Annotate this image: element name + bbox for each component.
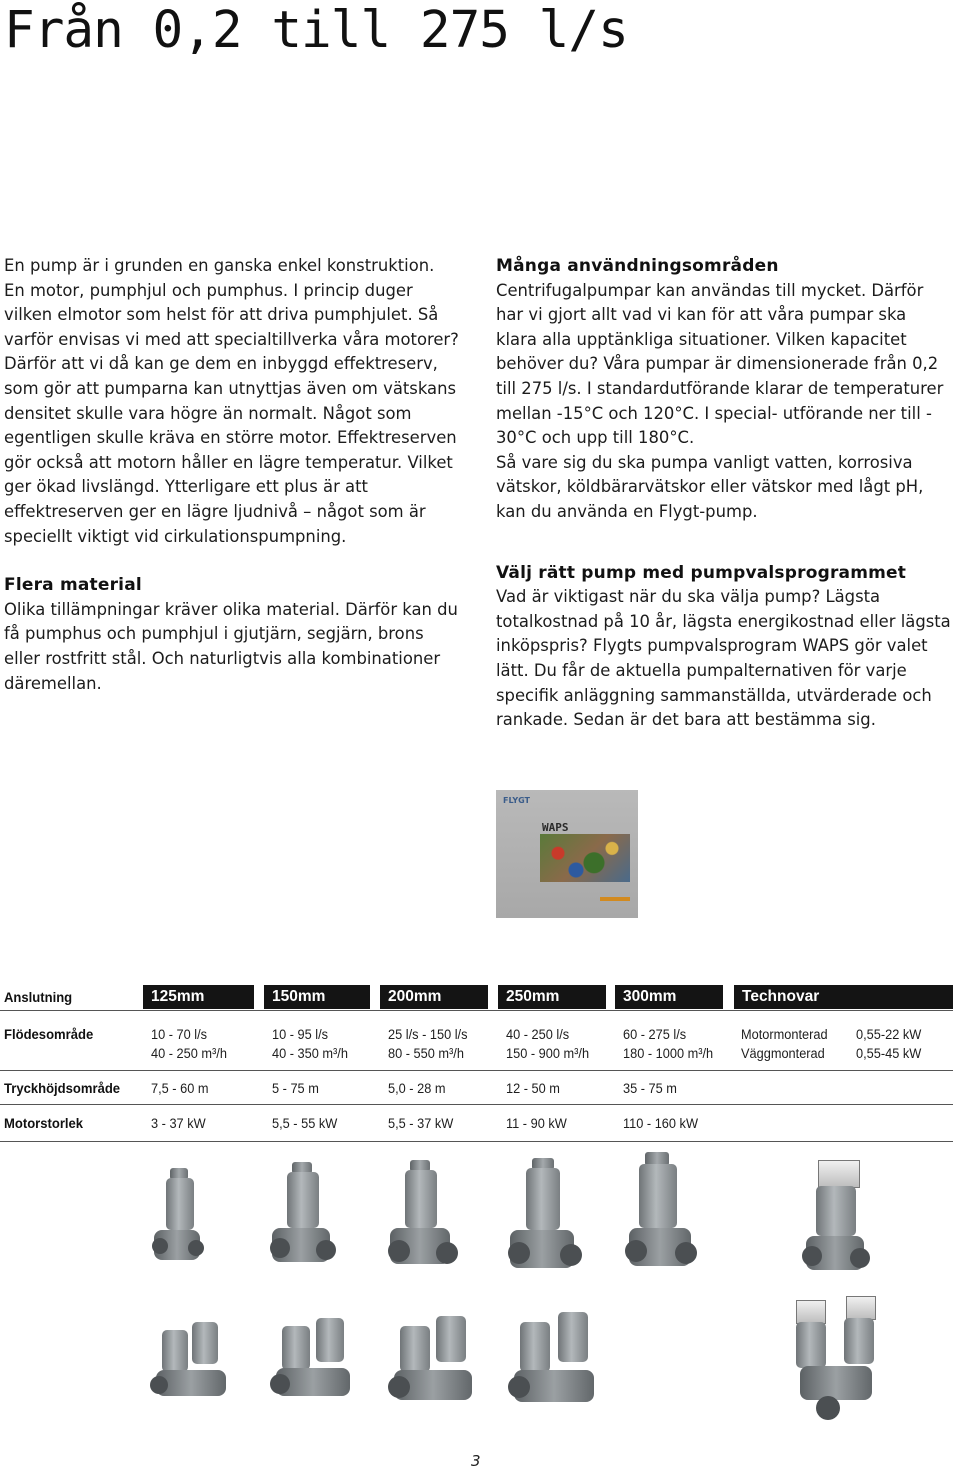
flow-300-m3h: 180 - 1000 m³/h — [623, 1046, 714, 1062]
heading-flera-material: Flera material — [4, 575, 142, 596]
technovar-motormonterad: Motormonterad — [741, 1027, 828, 1043]
materials-paragraph: Olika tillämpningar kräver olika material. Därför kan du få pumphus och pumphjul i gjutjärn, segjärn, brons eller rostfritt stål. Och naturligtvis alla kombinationer däremellan. — [4, 599, 458, 693]
pump-selection-paragraph: Vad är viktigast när du ska välja pump? Lägsta totalkostnad på 10 år, lägsta energikostnad eller lägsta inköpspris? Flygts pumpvalsprogram WAPS gör valet lätt. Du får de aktuella pumpalternativen för varje specifik anläggning sammanställda, utvärderade och rankade. Sedan är det bara att bestämma sig. — [496, 587, 951, 730]
label-motorstorlek: Motorstorlek — [4, 1116, 84, 1132]
pump-image-150 — [270, 1162, 350, 1282]
twin-pump-image-125 — [148, 1318, 243, 1408]
heading-valj-ratt-pump: Välj rätt pump med pumpvalsprogrammet — [496, 562, 907, 583]
label-anslutning: Anslutning — [4, 990, 73, 1006]
motor-250: 11 - 90 kW — [506, 1116, 567, 1132]
flow-125-ls: 10 - 70 l/s — [151, 1027, 208, 1043]
page-title: Från 0,2 till 275 l/s — [4, 1, 628, 60]
left-column — [4, 254, 459, 696]
page-number: 3 — [471, 1452, 481, 1470]
flow-150-m3h: 40 - 350 m³/h — [272, 1046, 348, 1062]
technovar-vaggmonterad: Väggmonterad — [741, 1046, 825, 1062]
usage-paragraph-2: Så vare sig du ska pumpa vanligt vatten, korrosiva vätskor, köldbärarvätskor eller vätskor med lågt pH, kan du använda en Flygt-pump. — [496, 452, 924, 521]
header-300mm: 300mm — [615, 985, 723, 1009]
pump-image-300 — [625, 1152, 705, 1287]
motor-125: 3 - 37 kW — [151, 1116, 206, 1132]
motor-200: 5,5 - 37 kW — [388, 1116, 454, 1132]
pump-image-200 — [388, 1160, 468, 1285]
twin-pump-image-250 — [508, 1308, 608, 1413]
motor-150: 5,5 - 55 kW — [272, 1116, 338, 1132]
table-rule — [0, 1104, 953, 1105]
flygt-logo: FLYGT — [503, 796, 530, 805]
technovar-motormonterad-kw: 0,55-22 kW — [856, 1027, 922, 1043]
waps-brochure-image — [496, 790, 638, 918]
flow-250-ls: 40 - 250 l/s — [506, 1027, 570, 1043]
table-rule — [0, 1010, 953, 1011]
head-125: 7,5 - 60 m — [151, 1081, 209, 1097]
header-250mm: 250mm — [498, 985, 606, 1009]
flow-300-ls: 60 - 275 l/s — [623, 1027, 687, 1043]
flow-200-ls: 25 l/s - 150 l/s — [388, 1027, 468, 1043]
twin-pump-image-150 — [268, 1314, 368, 1409]
table-rule — [0, 1141, 953, 1142]
table-rule — [0, 1070, 953, 1071]
motor-300: 110 - 160 kW — [623, 1116, 698, 1132]
pump-image-technovar — [800, 1160, 875, 1285]
header-200mm: 200mm — [380, 985, 488, 1009]
brochure-title: WAPS — [542, 821, 569, 834]
head-200: 5,0 - 28 m — [388, 1081, 446, 1097]
header-technovar: Technovar — [734, 985, 953, 1009]
twin-pump-image-technovar — [790, 1296, 890, 1426]
pump-image-125 — [152, 1168, 217, 1278]
pump-image-250 — [508, 1158, 593, 1288]
label-flodesomrade: Flödesområde — [4, 1027, 94, 1043]
usage-paragraph: Centrifugalpumpar kan användas till mycket. Därför har vi gjort allt vad vi kan för att våra pumpar ska klara alla upptänkliga situationer. Vilken kapacitet behöver du? Våra pumpar är dimensionerade från 0,2 till 275 l/s. I standardutförande klarar de temperaturer mellan -15°C och 120°C. I special- utförande ner till - 30°C och upp till 180°C. — [496, 280, 944, 448]
flow-250-m3h: 150 - 900 m³/h — [506, 1046, 590, 1062]
head-150: 5 - 75 m — [272, 1081, 319, 1097]
flow-125-m3h: 40 - 250 m³/h — [151, 1046, 227, 1062]
brochure-accent — [600, 897, 630, 901]
label-tryckhojdsomrade: Tryckhöjdsområde — [4, 1081, 121, 1097]
heading-manga-anvandningsomraden: Många användningsområden — [496, 256, 779, 276]
twin-pump-image-200 — [388, 1312, 488, 1412]
technovar-vaggmonterad-kw: 0,55-45 kW — [856, 1046, 922, 1062]
right-column — [496, 254, 951, 733]
flow-200-m3h: 80 - 550 m³/h — [388, 1046, 464, 1062]
flow-150-ls: 10 - 95 l/s — [272, 1027, 329, 1043]
head-300: 35 - 75 m — [623, 1081, 677, 1097]
head-250: 12 - 50 m — [506, 1081, 560, 1097]
intro-paragraph: En pump är i grunden en ganska enkel konstruktion. En motor, pumphjul och pumphus. I princip duger vilken elmotor som helst för att driva pumphjulet. Så varför envisas vi med att specialtillverka våra motorer? Därför att vi då kan ge dem en inbyggd effektreserv, som gör att pumparna kan utnyttjas även om vätskans densitet skulle vara högre än normalt. Något som egentligen skulle kräva en större motor. Effektreserven gör också att motorn håller en lägre temperatur. Vilket ger ökad livslängd. Ytterligare ett plus är att effektreserven ger en lägre ljudnivå – något som är speciellt viktigt vid cirkulationspumpning. — [4, 256, 459, 546]
brochure-collage — [540, 834, 630, 882]
header-125mm: 125mm — [143, 985, 254, 1009]
header-150mm: 150mm — [264, 985, 370, 1009]
